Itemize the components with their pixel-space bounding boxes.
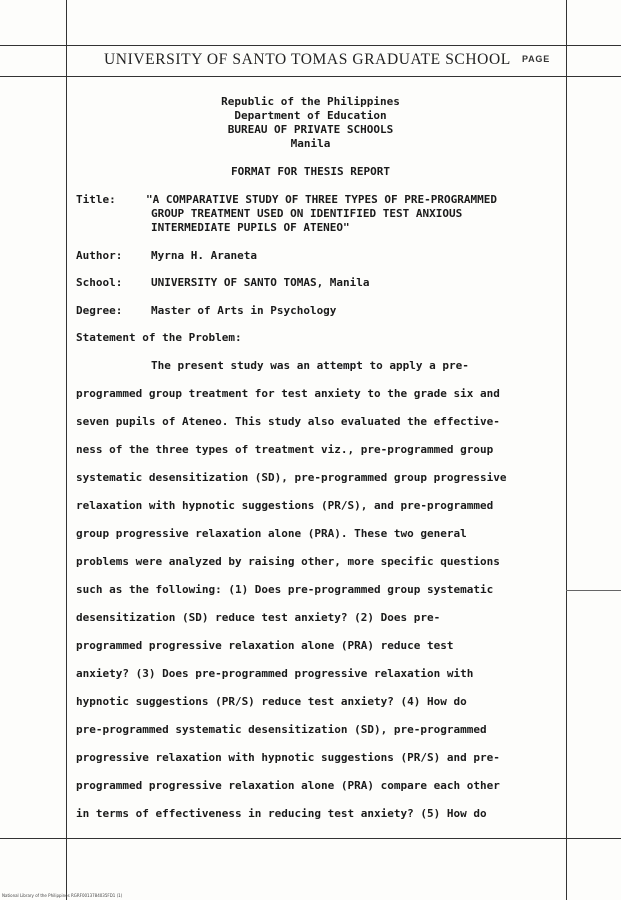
body-line: The present study was an attempt to apply a pre- (151, 359, 469, 372)
title-label: Title: (76, 193, 116, 206)
header-page-label: PAGE (522, 54, 551, 64)
body-line: problems were analyzed by raising other, more specific questions (76, 555, 500, 568)
title-line-3: INTERMEDIATE PUPILS OF ATENEO" (151, 221, 350, 234)
footer-rule (0, 838, 621, 839)
footer-caption: National Library of the Philippines RGRF0013784035FD1 (1) (2, 893, 123, 898)
body-line: anxiety? (3) Does pre-programmed progressive relaxation with (76, 667, 474, 680)
header-bottom-rule (0, 76, 621, 77)
body-line: progressive relaxation with hypnotic suggestions (PR/S) and pre- (76, 751, 500, 764)
header-top-rule (0, 45, 621, 46)
title-line-2: GROUP TREATMENT USED ON IDENTIFIED TEST ANXIOUS (151, 207, 463, 220)
body-line: programmed progressive relaxation alone (PRA) reduce test (76, 639, 454, 652)
body-line: such as the following: (1) Does pre-programmed group systematic (76, 583, 494, 596)
letterhead-city: Manila (290, 137, 331, 150)
body-line: programmed group treatment for test anxiety to the grade six and (76, 387, 500, 400)
body-line: group progressive relaxation alone (PRA). These two general (76, 527, 467, 540)
degree-label: Degree: (76, 304, 123, 317)
body-line: relaxation with hypnotic suggestions (PR/S), and pre-programmed (76, 499, 494, 512)
body-line: ness of the three types of treatment viz., pre-programmed group (76, 443, 494, 456)
letterhead-department: Department of Education (234, 109, 387, 122)
body-line: hypnotic suggestions (PR/S) reduce test anxiety? (4) How do (76, 695, 467, 708)
statement-heading: Statement of the Problem: (76, 331, 242, 344)
body-line: programmed progressive relaxation alone (PRA) compare each other (76, 779, 500, 792)
author-label: Author: (76, 249, 123, 262)
letterhead-republic: Republic of the Philippines (221, 95, 400, 108)
letterhead-bureau: BUREAU OF PRIVATE SCHOOLS (227, 123, 394, 136)
format-heading: FORMAT FOR THESIS REPORT (231, 165, 390, 178)
school-label: School: (76, 276, 123, 289)
degree-value: Master of Arts in Psychology (151, 304, 337, 317)
body-line: pre-programmed systematic desensitization (SD), pre-programmed (76, 723, 487, 736)
right-edge-tick (566, 590, 621, 591)
school-value: UNIVERSITY OF SANTO TOMAS, Manila (151, 276, 370, 289)
title-line-1: "A COMPARATIVE STUDY OF THREE TYPES OF PRE-PROGRAMMED (146, 193, 497, 206)
body-line: in terms of effectiveness in reducing test anxiety? (5) How do (76, 807, 487, 820)
body-line: seven pupils of Ateneo. This study also evaluated the effective- (76, 415, 500, 428)
body-line: systematic desensitization (SD), pre-programmed group progressive (76, 471, 507, 484)
author-value: Myrna H. Araneta (151, 249, 257, 262)
header-title: UNIVERSITY OF SANTO TOMAS GRADUATE SCHOOL (104, 51, 511, 68)
body-line: desensitization (SD) reduce test anxiety? (2) Does pre- (76, 611, 441, 624)
